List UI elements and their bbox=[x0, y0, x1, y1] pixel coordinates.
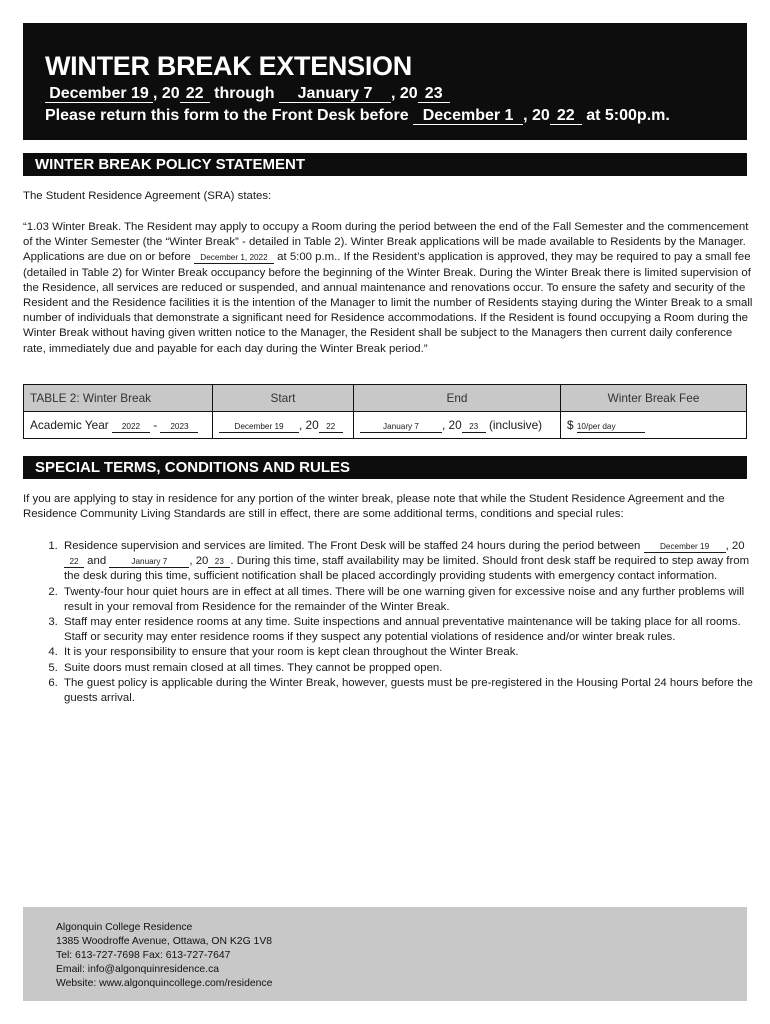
list-item: 3. Staff may enter residence rooms at any time. Suite inspections and annual preventative maintenance will be taking place for all rooms. Staff or security may enter residence rooms if they suspect any potential violations of residence and/or winter break rules. bbox=[61, 615, 753, 645]
table-title-cell: TABLE 2: Winter Break bbox=[24, 385, 213, 412]
end-year-field[interactable]: 23 bbox=[418, 85, 450, 103]
header-banner bbox=[23, 23, 747, 140]
policy-heading: WINTER BREAK POLICY STATEMENT bbox=[23, 153, 747, 176]
org-address: 1385 Woodroffe Avenue, Ottawa, ON K2G 1V8 bbox=[56, 936, 273, 947]
year-from-field[interactable]: 2022 bbox=[112, 421, 150, 433]
special-terms-heading: SPECIAL TERMS, CONDITIONS AND RULES bbox=[23, 456, 747, 479]
table-row bbox=[24, 412, 747, 439]
list-item: 5. Suite doors must remain closed at all times. They cannot be propped open. bbox=[61, 661, 753, 676]
table-start-date-field[interactable]: December 19 bbox=[219, 421, 299, 433]
list-item: 6. The guest policy is applicable during the Winter Break, however, guests must be pre-registered in the Housing Portal 24 hours before the guests arrival. bbox=[61, 676, 753, 706]
rule-end-year-field[interactable]: 23 bbox=[208, 556, 230, 568]
form-title: WINTER BREAK EXTENSION bbox=[45, 51, 412, 81]
due-date-field[interactable]: December 1, 2022 bbox=[194, 252, 274, 264]
rule-end-date-field[interactable]: January 7 bbox=[109, 556, 189, 568]
rule-start-date-field[interactable]: December 19 bbox=[644, 541, 726, 553]
contact-footer bbox=[23, 907, 747, 1001]
org-website: Website: www.algonquincollege.com/residence bbox=[56, 978, 273, 989]
start-year-field[interactable]: 22 bbox=[180, 85, 210, 103]
extension-period: December 19 , 20 22 through January 7 , 20 23 bbox=[45, 85, 450, 103]
special-terms-intro: If you are applying to stay in residence for any portion of the winter break, please note that while the Student Residence Agreement and the Residence Community Living Standards are still in effect, there are some additional terms, conditions and special rules: bbox=[23, 493, 725, 521]
table-end-date-field[interactable]: January 7 bbox=[360, 421, 442, 433]
org-phone: Tel: 613-727-7698 Fax: 613-727-7647 bbox=[56, 950, 231, 961]
rules-list bbox=[23, 539, 753, 706]
end-header: End bbox=[354, 385, 561, 412]
winter-break-table bbox=[23, 384, 747, 439]
start-header: Start bbox=[213, 385, 354, 412]
end-cell: January 7 , 20 23 (inclusive) bbox=[354, 412, 561, 439]
fee-field[interactable]: 10/per day bbox=[577, 421, 645, 433]
fee-header: Winter Break Fee bbox=[561, 385, 747, 412]
table-start-year-field[interactable]: 22 bbox=[319, 421, 343, 433]
org-name: Algonquin College Residence bbox=[56, 922, 193, 933]
table-end-year-field[interactable]: 23 bbox=[462, 421, 486, 433]
end-date-field[interactable]: January 7 bbox=[279, 85, 391, 103]
list-item: 1. Residence supervision and services are limited. The Front Desk will be staffed 24 hours during the period between December 19 , 2022 and January 7 , 20 23 . During this time, staff availability may be limited. Should front desk staff be required to step away from the desk during this time, sufficient notification shall be placed accordingly providing students with emergency contact information. bbox=[61, 539, 753, 585]
return-year-field[interactable]: 22 bbox=[550, 107, 582, 125]
year-to-field[interactable]: 2023 bbox=[160, 421, 198, 433]
table-header-row bbox=[24, 385, 747, 412]
academic-year-cell: Academic Year 2022 - 2023 bbox=[24, 412, 213, 439]
policy-quote: “1.03 Winter Break. The Resident may apply to occupy a Room during the period between the end of the Fall Semester and the commencement of the Winter Semester (the “Winter Break” - detailed in Table 2). Winter Break applications will be made available to Residents by the Manager. Applications are due on or before December 1, 2022 at 5:00 p.m.. If the Resident’s application is approved, they may be required to pay a small fee (detailed in Table 2) for Winter Break occupancy before the beginning of the Winter Break. During the Winter Break there is limited supervision of the Residence, all services are reduced or suspended, and annual maintenance and renovations occur. To ensure the safety and security of the Resident and the Residence facilities it is the intention of the Manager to limit the number of Residents staying during the Winter Break to a small number of individuals that demonstrate a significant need for Residence accommodations. If the Resident is found occupying a Room during the Winter Break without having given written notice to the Manager, the Resident shall be subject to the Managers then current daily conference rate, immediately due and payable for each day during the Winter Break period.” bbox=[23, 221, 753, 355]
fee-cell: $ 10/per day bbox=[561, 412, 747, 439]
rule-start-year-field[interactable]: 22 bbox=[64, 556, 84, 568]
list-item: 2. Twenty-four hour quiet hours are in effect at all times. There will be one warning given for excessive noise and any further problems will result in your removal from Residence for the remainder of the Winter Break. bbox=[61, 585, 753, 615]
org-email: Email: info@algonquinresidence.ca bbox=[56, 964, 220, 975]
return-instructions: Please return this form to the Front Desk before December 1 , 20 22 at 5:00p.m. bbox=[45, 107, 670, 124]
return-date-field[interactable]: December 1 bbox=[413, 107, 523, 125]
list-item: 4. It is your responsibility to ensure that your room is kept clean throughout the Winter Break. bbox=[61, 645, 753, 660]
policy-intro: The Student Residence Agreement (SRA) states: bbox=[23, 190, 272, 202]
start-date-field[interactable]: December 19 bbox=[45, 85, 153, 103]
start-cell: December 19 , 20 22 bbox=[213, 412, 354, 439]
